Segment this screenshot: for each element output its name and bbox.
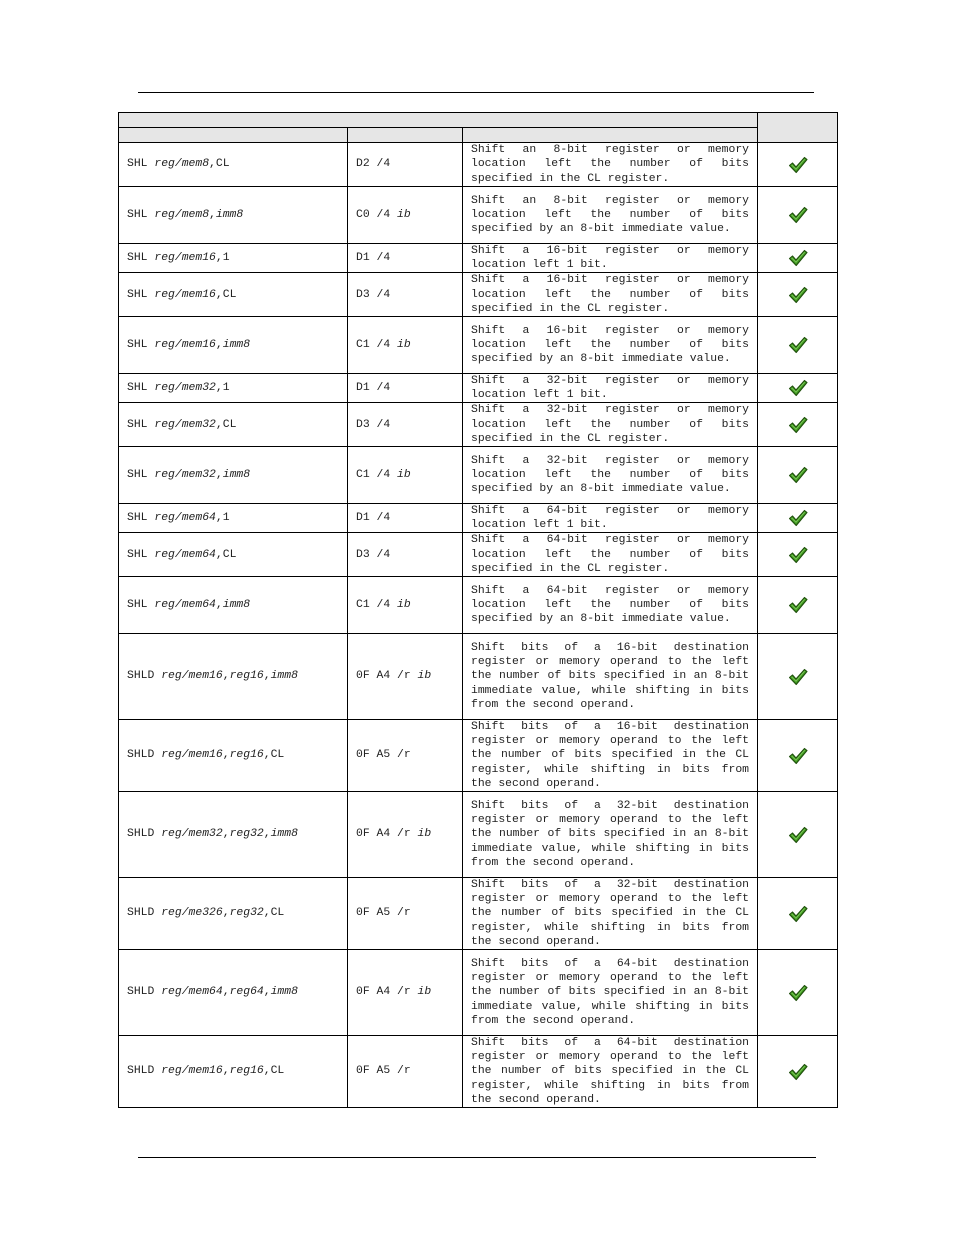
mnemonic: SHL (127, 158, 148, 171)
table-row (119, 244, 838, 273)
instruction-cell: SHLD reg/me326,reg32,CL (119, 878, 348, 950)
description-cell: Shift a 64-bit register or memory location left the number of bits specified in the CL register. (463, 533, 758, 577)
check-mark-icon (788, 672, 808, 684)
operand-separator: , (222, 670, 230, 683)
operand-2: 1 (222, 252, 230, 265)
opcode-cell (348, 720, 463, 792)
opcode: 0F A5 /r (356, 1065, 411, 1078)
opcode-cell (348, 950, 463, 1036)
table-row (119, 317, 838, 374)
table-row (119, 143, 838, 187)
mnemonic: SHL (127, 252, 148, 265)
operand-1: reg/mem8 (154, 158, 210, 171)
table-header-group (119, 113, 758, 128)
operand-separator: , (222, 1065, 230, 1078)
opcode-suffix: ib (417, 670, 432, 683)
operand-1: reg/mem16 (154, 288, 216, 301)
operand-1: reg/mem32 (161, 828, 223, 841)
instruction-cell: SHLD reg/mem64,reg64,imm8 (119, 950, 348, 1036)
description-cell: Shift a 16-bit register or memory location left the number of bits specified in the CL register. (463, 273, 758, 317)
mnemonic: SHL (127, 468, 148, 481)
check-mark-icon (788, 160, 808, 172)
check-mark-icon (788, 383, 808, 395)
check-mark-icon (788, 210, 808, 222)
operand-separator: , (215, 338, 223, 351)
opcode: D3 /4 (356, 418, 391, 431)
opcode-cell (348, 273, 463, 317)
opcode: D1 /4 (356, 512, 391, 525)
opcode-cell (348, 878, 463, 950)
operand-separator: , (209, 158, 216, 171)
support-cell (758, 634, 838, 720)
operand-2: imm8 (222, 468, 251, 481)
opcode: D2 /4 (356, 158, 391, 171)
mnemonic: SHLD (127, 1065, 155, 1078)
mnemonic: SHL (127, 512, 148, 525)
check-mark-icon (788, 290, 808, 302)
instruction-cell (119, 244, 348, 273)
operand-separator: , (222, 986, 230, 999)
description-cell: Shift a 32-bit register or memory location left the number of bits specified in the CL register. (463, 403, 758, 447)
instruction-cell: SHLD reg/mem16,reg16,imm8 (119, 634, 348, 720)
operand-2: reg32 (229, 828, 264, 841)
opcode: D1 /4 (356, 382, 391, 395)
opcode-cell (348, 143, 463, 187)
opcode-suffix: ib (417, 986, 432, 999)
support-cell (758, 403, 838, 447)
description-cell: Shift bits of a 32-bit destination register or memory operand to the left the number of bits specified in an 8-bit immediate value, while shifting in bits from the second operand. (463, 792, 758, 878)
mnemonic: SHL (127, 548, 148, 561)
opcode-cell (348, 187, 463, 244)
mnemonic: SHLD (127, 670, 155, 683)
mnemonic: SHL (127, 598, 148, 611)
operand-2: reg16 (229, 749, 264, 762)
opcode: 0F A4 /r (356, 670, 411, 683)
mnemonic: SHL (127, 288, 148, 301)
support-cell (758, 878, 838, 950)
operand-separator: , (209, 208, 216, 221)
description-cell: Shift a 16-bit register or memory location left the number of bits specified by an 8-bit immediate value. (463, 317, 758, 374)
operand-1: reg/mem16 (154, 338, 216, 351)
description-cell: Shift an 8-bit register or memory location left the number of bits specified in the CL register. (463, 143, 758, 187)
table-row (119, 634, 838, 720)
operand-2: reg16 (229, 670, 264, 683)
operand-2: imm8 (215, 208, 244, 221)
operand-2: imm8 (222, 598, 251, 611)
opcode-cell (348, 374, 463, 403)
table-header-description (463, 128, 758, 143)
operand-separator: , (215, 512, 223, 525)
opcode-cell (348, 317, 463, 374)
operand-2: reg32 (229, 907, 264, 920)
operand-separator: , (222, 828, 230, 841)
check-mark-icon (788, 470, 808, 482)
check-mark-icon (788, 253, 808, 265)
table-row (119, 403, 838, 447)
operand-2: CL (222, 548, 237, 561)
opcode: D1 /4 (356, 252, 391, 265)
operand-2: CL (222, 418, 237, 431)
description-cell: Shift a 32-bit register or memory location left the number of bits specified by an 8-bit immediate value. (463, 447, 758, 504)
operand-separator: , (215, 252, 223, 265)
description-cell: Shift bits of a 16-bit destination register or memory operand to the left the number of bits specified in the CL register, while shifting in bits from the second operand. (463, 720, 758, 792)
instruction-cell: SHLD reg/mem16,reg16,CL (119, 720, 348, 792)
instruction-cell (119, 447, 348, 504)
instruction-cell (119, 273, 348, 317)
operand-3: CL (270, 749, 285, 762)
instruction-cell (119, 317, 348, 374)
support-cell (758, 273, 838, 317)
opcode-cell (348, 577, 463, 634)
operand-separator: , (222, 907, 230, 920)
operand-2: reg64 (229, 986, 264, 999)
table-row (119, 273, 838, 317)
table-row (119, 447, 838, 504)
operand-separator: , (215, 598, 223, 611)
footer-rule (138, 1157, 816, 1158)
support-cell (758, 143, 838, 187)
opcode-cell (348, 1036, 463, 1108)
header-rule (138, 92, 814, 93)
operand-separator: , (215, 288, 223, 301)
operand-1: reg/me326 (161, 907, 223, 920)
opcode: C1 /4 (356, 338, 391, 351)
support-cell (758, 317, 838, 374)
check-mark-icon (788, 513, 808, 525)
instruction-cell (119, 577, 348, 634)
mnemonic: SHLD (127, 749, 155, 762)
check-mark-icon (788, 600, 808, 612)
mnemonic: SHLD (127, 907, 155, 920)
operand-2: reg16 (229, 1065, 264, 1078)
opcode-cell (348, 244, 463, 273)
operand-1: reg/mem32 (154, 468, 216, 481)
check-mark-icon (788, 420, 808, 432)
table-row (119, 720, 838, 792)
instruction-cell (119, 403, 348, 447)
opcode-cell (348, 504, 463, 533)
operand-1: reg/mem64 (161, 986, 223, 999)
support-cell (758, 1036, 838, 1108)
support-cell (758, 533, 838, 577)
opcode-suffix: ib (397, 598, 411, 611)
mnemonic: SHL (127, 418, 148, 431)
operand-separator: , (215, 548, 223, 561)
opcode: D3 /4 (356, 288, 391, 301)
instruction-cell: SHLD reg/mem32,reg32,imm8 (119, 792, 348, 878)
check-mark-icon (788, 909, 808, 921)
operand-2: 1 (222, 382, 230, 395)
instruction-cell (119, 143, 348, 187)
check-mark-icon (788, 830, 808, 842)
operand-separator: , (215, 418, 223, 431)
support-cell (758, 950, 838, 1036)
support-cell (758, 792, 838, 878)
support-cell (758, 187, 838, 244)
check-mark-icon (788, 751, 808, 763)
operand-1: reg/mem8 (154, 208, 210, 221)
operand-1: reg/mem64 (154, 598, 216, 611)
operand-2: CL (222, 288, 237, 301)
check-mark-icon (788, 340, 808, 352)
table-header-instruction (119, 128, 348, 143)
operand-2: CL (215, 158, 230, 171)
description-cell: Shift an 8-bit register or memory location left the number of bits specified by an 8-bit immediate value. (463, 187, 758, 244)
opcode-cell (348, 403, 463, 447)
operand-1: reg/mem16 (161, 1065, 223, 1078)
support-cell (758, 504, 838, 533)
operand-1: reg/mem16 (161, 670, 223, 683)
instruction-cell: SHLD reg/mem16,reg16,CL (119, 1036, 348, 1108)
mnemonic: SHLD (127, 986, 155, 999)
opcode: 0F A4 /r (356, 828, 411, 841)
support-cell (758, 244, 838, 273)
mnemonic: SHL (127, 382, 148, 395)
table-header-support (758, 113, 838, 143)
mnemonic: SHL (127, 208, 148, 221)
operand-1: reg/mem16 (154, 252, 216, 265)
instruction-table (118, 112, 838, 1108)
check-mark-icon (788, 1067, 808, 1079)
table-header-row-2 (119, 128, 838, 143)
instruction-cell (119, 533, 348, 577)
table-header-row-1 (119, 113, 838, 128)
mnemonic: SHLD (127, 828, 155, 841)
opcode-cell (348, 792, 463, 878)
opcode-suffix: ib (397, 208, 411, 221)
operand-separator: , (222, 749, 230, 762)
operand-2: imm8 (222, 338, 251, 351)
opcode: 0F A4 /r (356, 986, 411, 999)
table-row (119, 1036, 838, 1108)
opcode: D3 /4 (356, 548, 391, 561)
opcode-cell (348, 634, 463, 720)
operand-1: reg/mem16 (161, 749, 223, 762)
description-cell: Shift bits of a 64-bit destination register or memory operand to the left the number of bits specified in an 8-bit immediate value, while shifting in bits from the second operand. (463, 950, 758, 1036)
table-body (119, 143, 838, 1108)
opcode: C1 /4 (356, 598, 391, 611)
support-cell (758, 720, 838, 792)
operand-3: imm8 (270, 670, 298, 683)
operand-1: reg/mem64 (154, 548, 216, 561)
operand-separator: , (215, 468, 223, 481)
table-row (119, 950, 838, 1036)
operand-2: 1 (222, 512, 230, 525)
operand-3: CL (270, 907, 285, 920)
check-mark-icon (788, 988, 808, 1000)
opcode: 0F A5 /r (356, 749, 411, 762)
table-row (119, 187, 838, 244)
instruction-cell (119, 374, 348, 403)
opcode-cell (348, 447, 463, 504)
description-cell: Shift bits of a 64-bit destination register or memory operand to the left the number of bits specified in the CL register, while shifting in bits from the second operand. (463, 1036, 758, 1108)
table-row (119, 533, 838, 577)
operand-separator: , (215, 382, 223, 395)
check-mark-icon (788, 550, 808, 562)
opcode: C0 /4 (356, 208, 391, 221)
operand-3: CL (270, 1065, 285, 1078)
opcode: C1 /4 (356, 468, 391, 481)
table-row (119, 792, 838, 878)
support-cell (758, 577, 838, 634)
operand-3: imm8 (270, 828, 298, 841)
opcode: 0F A5 /r (356, 907, 411, 920)
operand-1: reg/mem64 (154, 512, 216, 525)
table-row (119, 577, 838, 634)
opcode-cell (348, 533, 463, 577)
description-cell: Shift a 16-bit register or memory location left 1 bit. (463, 244, 758, 273)
support-cell (758, 447, 838, 504)
opcode-suffix: ib (397, 338, 411, 351)
description-cell: Shift bits of a 16-bit destination register or memory operand to the left the number of bits specified in an 8-bit immediate value, while shifting in bits from the second operand. (463, 634, 758, 720)
support-cell (758, 374, 838, 403)
description-cell: Shift a 64-bit register or memory location left the number of bits specified by an 8-bit immediate value. (463, 577, 758, 634)
instruction-cell (119, 187, 348, 244)
table-header-opcode (348, 128, 463, 143)
mnemonic: SHL (127, 338, 148, 351)
table-row (119, 504, 838, 533)
operand-1: reg/mem32 (154, 418, 216, 431)
opcode-suffix: ib (417, 828, 432, 841)
table-row (119, 878, 838, 950)
description-cell: Shift a 32-bit register or memory location left 1 bit. (463, 374, 758, 403)
operand-3: imm8 (270, 986, 298, 999)
description-cell: Shift bits of a 32-bit destination register or memory operand to the left the number of bits specified in the CL register, while shifting in bits from the second operand. (463, 878, 758, 950)
instruction-cell (119, 504, 348, 533)
table-row (119, 374, 838, 403)
operand-1: reg/mem32 (154, 382, 216, 395)
description-cell: Shift a 64-bit register or memory location left 1 bit. (463, 504, 758, 533)
opcode-suffix: ib (397, 468, 411, 481)
